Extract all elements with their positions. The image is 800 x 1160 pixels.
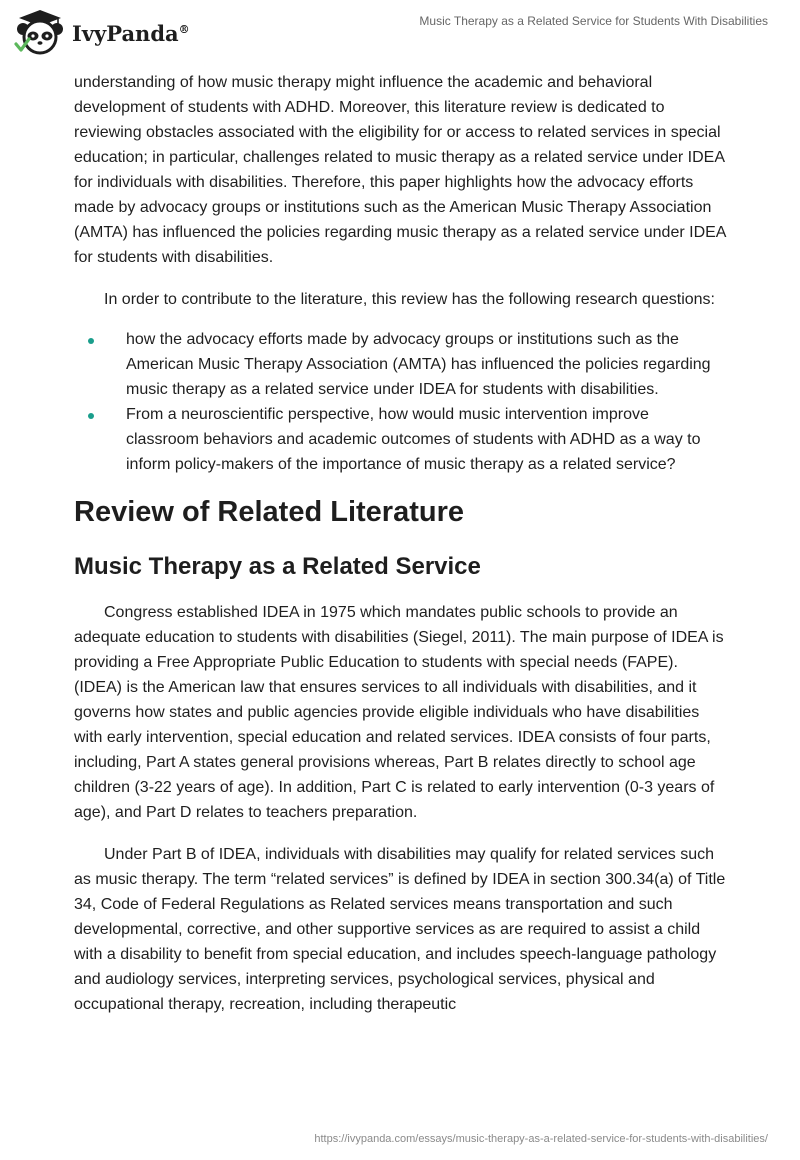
part-b-paragraph: Under Part B of IDEA, individuals with disabilities may qualify for related services such as music therapy. The term “related services” is defined by IDEA in section 300.34(a) of Title 34, Code of Federal Regulations as Related services means transportation and such developmental, corrective, and other supportive services as are required to assist a child with a disability to benefit from special education, and includes speech-language pathology and audiology services, interpreting services, psychological services, physical and occupational therapy, recreation, including therapeutic	[74, 846, 726, 1013]
brand-name: IvyPanda®	[72, 20, 190, 46]
questions-intro-paragraph: In order to contribute to the literature, this review has the following research questions:	[104, 291, 715, 308]
article-body	[74, 70, 726, 1017]
document-title: Music Therapy as a Related Service for Students With Disabilities	[419, 14, 768, 28]
section-heading: Review of Related Literature	[74, 496, 464, 528]
brand-logo[interactable]	[14, 8, 190, 56]
subsection-heading: Music Therapy as a Related Service	[74, 553, 481, 580]
bullet-icon	[88, 338, 94, 344]
page-header	[0, 0, 800, 62]
list-item: From a neuroscientific perspective, how would music intervention improve classroom behaviors and academic outcomes of students with ADHD as a way to inform policy-makers of the importance of music therapy as a related service?	[74, 402, 726, 477]
idea-paragraph: Congress established IDEA in 1975 which mandates public schools to provide an adequate education to students with disabilities (Siegel, 2011). The main purpose of IDEA is providing a Free Appropriate Public Education to students with special needs (FAPE). (IDEA) is the American law that ensures services to all individuals with disabilities, and it governs how states and public agencies provide eligible individuals who have disabilities with early intervention, special education and related services. IDEA consists of four parts, including, Part A states general provisions whereas, Part B relates directly to school age children (3-22 years of age). In addition, Part C is related to early intervention (0-3 years of age), and Part D relates to teachers preparation.	[74, 604, 724, 821]
intro-paragraph: understanding of how music therapy might influence the academic and behavioral development of students with ADHD. Moreover, this literature review is dedicated to reviewing obstacles associated with the eligibility for or access to related services in special education; in particular, challenges related to music therapy as a related service under IDEA for individuals with disabilities. Therefore, this paper highlights how the advocacy efforts made by advocacy groups or institutions such as the American Music Therapy Association (AMTA) has influenced the policies regarding music therapy as a related service under IDEA for students with disabilities.	[74, 74, 726, 266]
panda-logo-icon	[14, 8, 66, 56]
bullet-icon	[88, 413, 94, 419]
research-questions-list	[74, 327, 726, 477]
source-url[interactable]: https://ivypanda.com/essays/music-therapy-as-a-related-service-for-students-with-disabilities/	[314, 1133, 768, 1145]
list-item: how the advocacy efforts made by advocacy groups or institutions such as the American Music Therapy Association (AMTA) has influenced the policies regarding music therapy as a related service under IDEA for students with disabilities.	[74, 327, 726, 402]
